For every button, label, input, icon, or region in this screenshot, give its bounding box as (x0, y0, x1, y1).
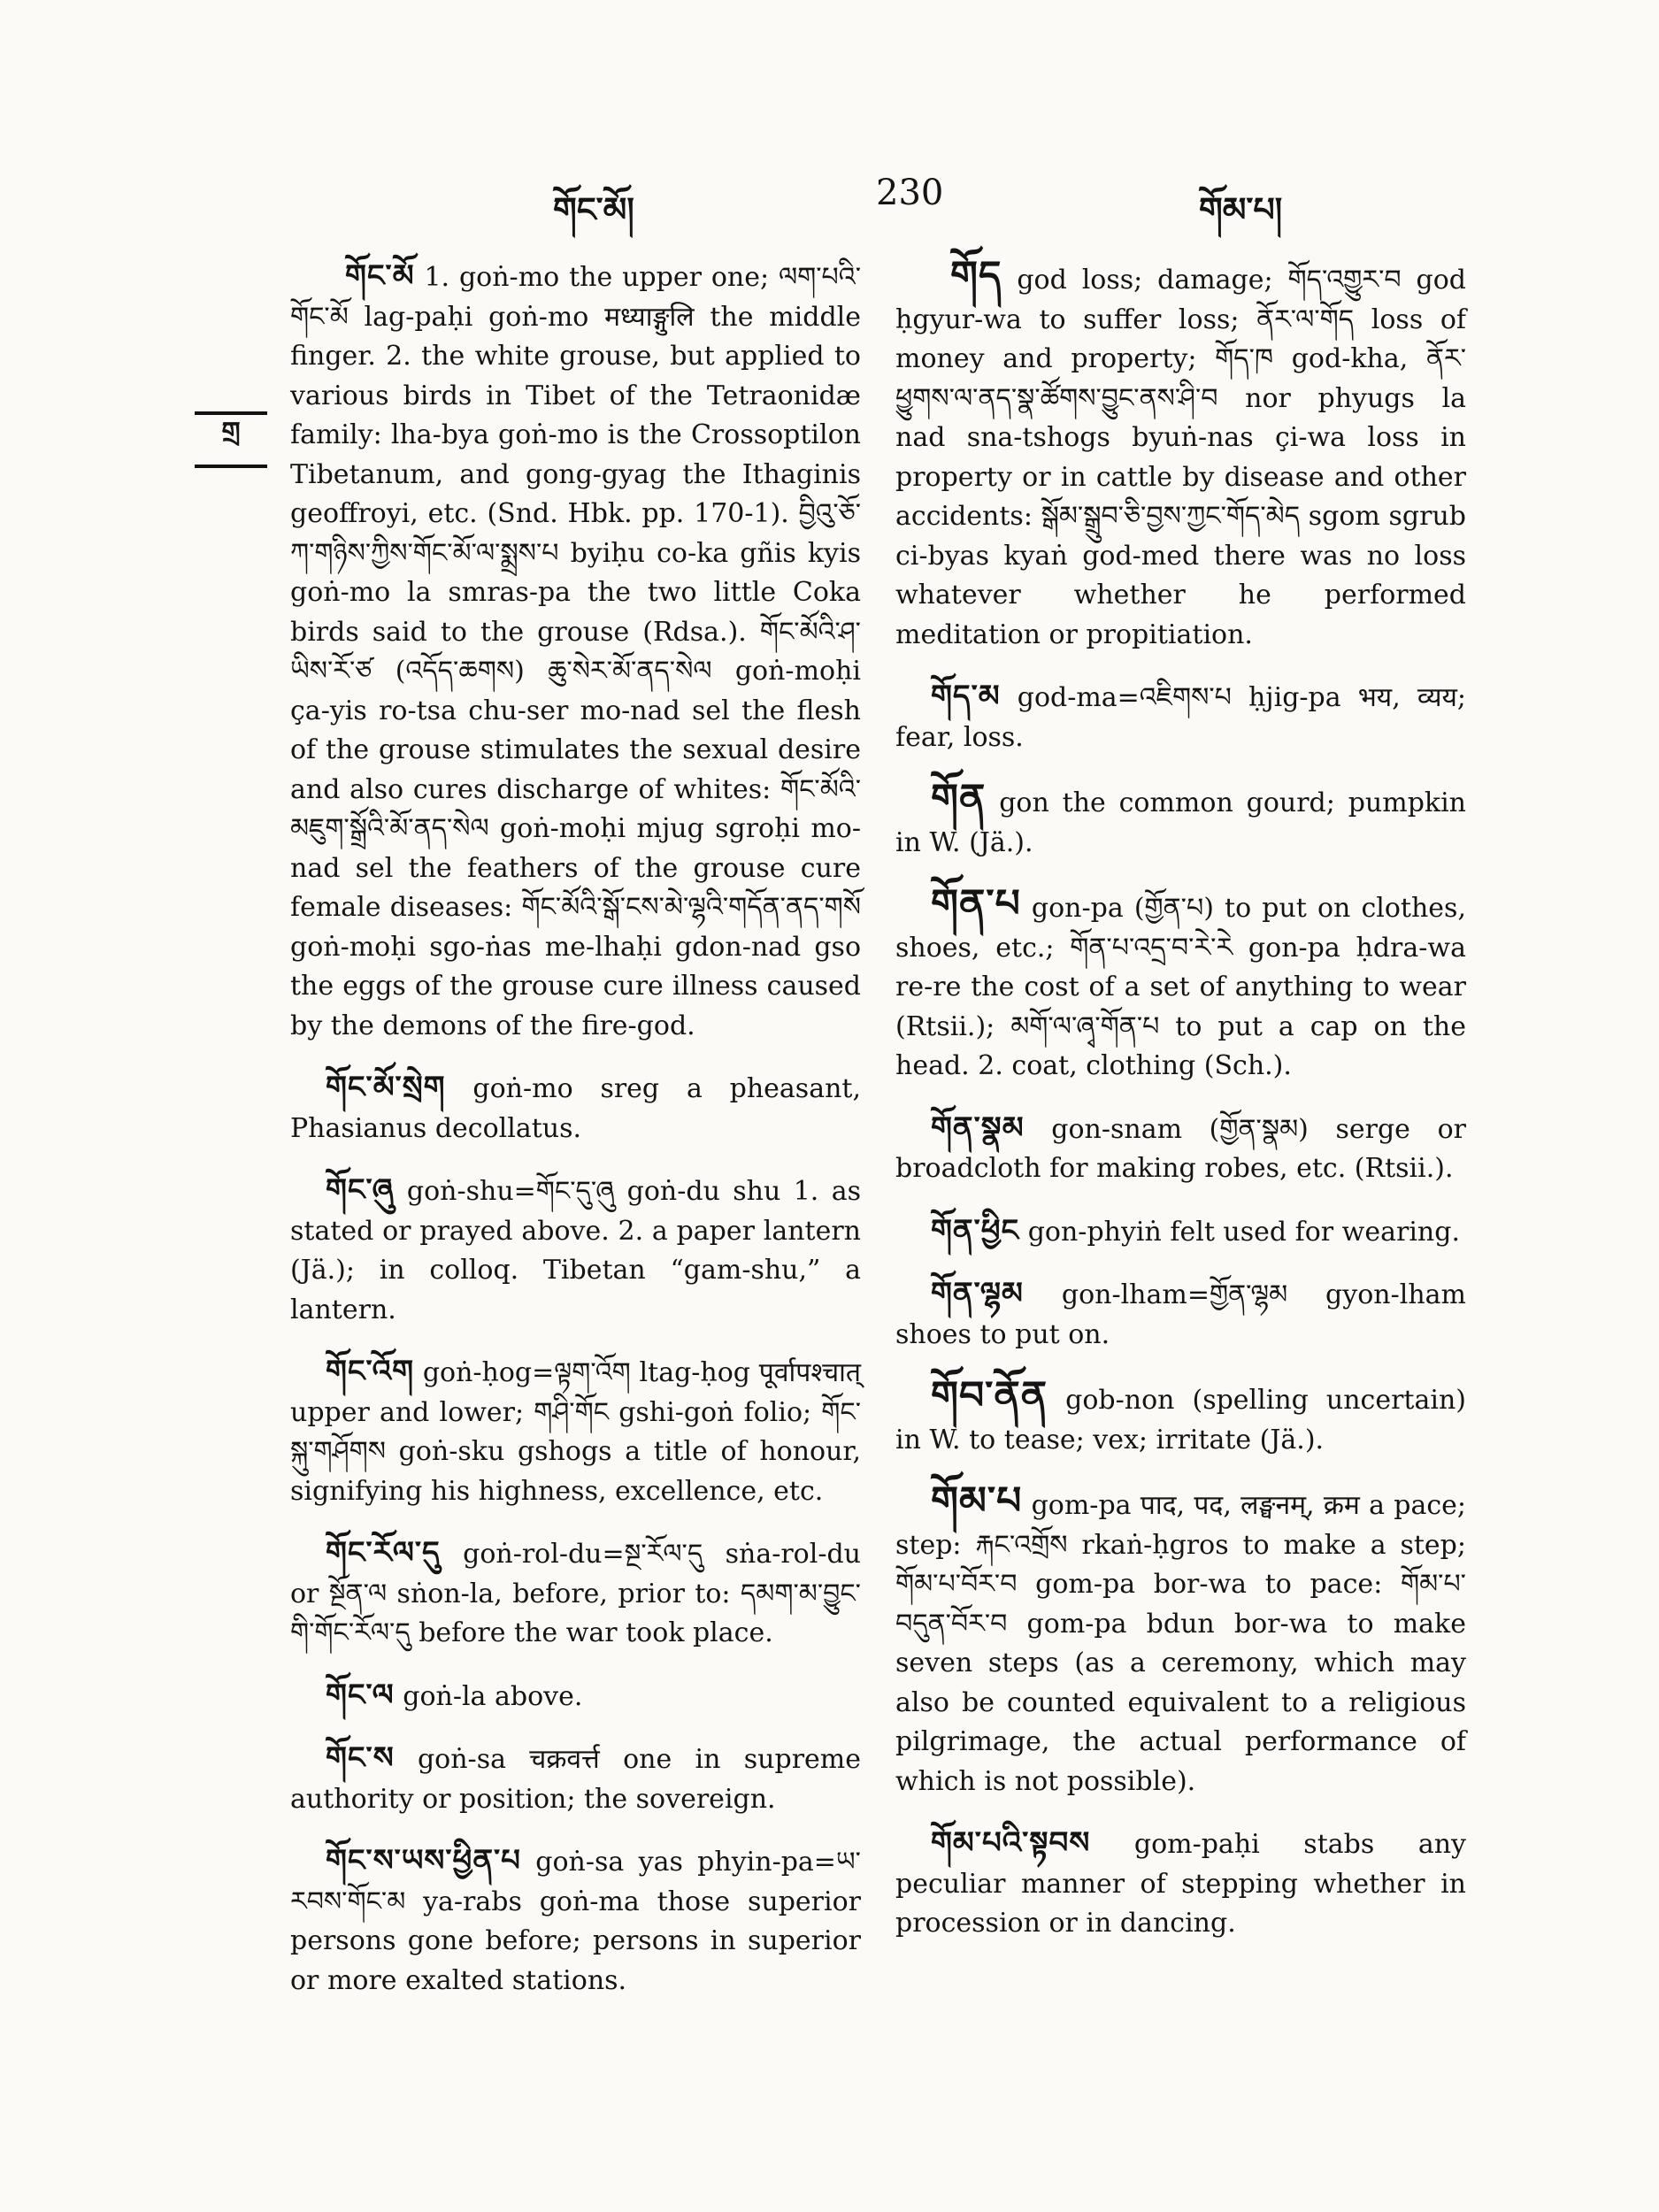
entry-text: gon-pa (གྱོན་པ) to put on clothes, shoes, etc.; གོན་པ་འདྲ་བ་རེ་རེ gon-pa ḥdra-wa re-re the cost of a set of anything to wear (Rtsii.); མགོ་ལ་ཞྭ་གོན་པ to put a cap on the head. 2. coat, clothing (Sch.). (895, 893, 1466, 1081)
dictionary-entry (290, 1171, 861, 1330)
entry-text: gob-non (spelling uncertain) in W. to tease; vex; irritate (Jä.). (895, 1385, 1466, 1455)
left-column (290, 257, 861, 2023)
entry-headword: གོད་མ (931, 679, 1001, 714)
dictionary-entry (895, 1211, 1466, 1253)
entry-headword: གོད (950, 253, 1002, 298)
entry-headword: གོན་པ (931, 881, 1021, 926)
entry-text: gom-pa पाद, पद, लङ्घनम्, क्रम a pace; step: རྐང་འགྲོས rkaṅ-ḥgros to make a step; གོམ་པ་བོར་བ gom-pa bor-wa to pace: གོམ་པ་བདུན་བོར་བ gom-pa bdun bor-wa to make seven steps (as a ceremony, which may also be counted equivalent to a religious pilgrimage, the actual performance of which is not possible). (895, 1490, 1466, 1797)
entry-text: goṅ-shu=གོང་དུ་ཞུ goṅ-du shu 1. as stated or prayed above. 2. a paper lantern (Jä.); in colloq. Tibetan “gam-shu,” a lantern. (290, 1176, 861, 1325)
dictionary-entry (895, 881, 1466, 1087)
dictionary-entry (290, 257, 861, 1046)
entry-text: gon the common gourd; pumpkin in W. (Jä.). (895, 787, 1466, 858)
dictionary-entry (895, 1373, 1466, 1460)
dictionary-entry (895, 776, 1466, 863)
thumb-index-tab (195, 411, 267, 468)
dictionary-entry (895, 1479, 1466, 1801)
entry-text: gom-paḥi stabs any peculiar manner of stepping whether in procession or in dancing. (895, 1829, 1466, 1939)
entry-headword: གོང་ཞུ (326, 1172, 395, 1208)
dictionary-entry (895, 1274, 1466, 1355)
entry-headword: གོམ་པ (931, 1479, 1023, 1524)
header-right-word: གོམ་པ། (1199, 189, 1283, 229)
dictionary-entry (290, 1676, 861, 1717)
page-number: 230 (876, 173, 944, 213)
dictionary-entry (290, 1841, 861, 2001)
entry-text: goṅ-mo sreg a pheasant, Phasianus decollatus. (290, 1073, 861, 1144)
entry-text: gon-snam (གྱོན་སྣམ) serge or broadcloth for making robes, etc. (Rtsii.). (895, 1113, 1466, 1184)
dictionary-entry (895, 1824, 1466, 1944)
entry-headword: གོང་ས (326, 1740, 395, 1776)
entry-headword: གོབ་ནོན (931, 1373, 1048, 1418)
entry-text: gon-lham=གྱོན་ལྷམ gyon-lham shoes to put on. (895, 1279, 1466, 1350)
entry-headword: གོམ་པའི་སྟབས (931, 1825, 1091, 1861)
thumb-index-letter: གྲ (221, 417, 241, 448)
entry-headword: གོན་ལྷམ (931, 1276, 1024, 1311)
entry-headword: གོང་མོ་སྲེག (326, 1070, 446, 1105)
entry-headword: གོང་ས་ཡས་ཕྱིན་པ (326, 1843, 521, 1878)
entry-headword: གོང་འོག (326, 1354, 415, 1389)
dictionary-entry (290, 1352, 861, 1511)
right-column (895, 253, 1466, 1966)
dictionary-entry (895, 1109, 1466, 1189)
dictionary-entry (895, 677, 1466, 757)
dictionary-entry (290, 1739, 861, 1819)
dictionary-entry (290, 1533, 861, 1654)
entry-headword: གོང་ལ (326, 1677, 395, 1713)
entry-headword: གོན་སྣམ (931, 1110, 1025, 1146)
entry-headword: གོང་མོ (345, 258, 415, 294)
running-header (0, 173, 1659, 229)
dictionary-entry (290, 1068, 861, 1148)
entry-headword: གོང་རོལ་དུ (326, 1535, 441, 1571)
entry-text: god-ma=འཇིགས་པ ḥjig-pa भय, व्यय; fear, loss. (895, 682, 1466, 753)
entry-text: gon-phyiṅ felt used for wearing. (1027, 1216, 1460, 1248)
entry-text: goṅ-rol-du=སྔ་རོལ་དུ sṅa-rol-du or སྔོན་ལ sṅon-la, before, prior to: དམག་མ་བྱུང་གི་གོང་རོལ་དུ before the war took place. (290, 1539, 861, 1648)
dictionary-entry (895, 253, 1466, 655)
entry-text: god loss; damage; གོད་འགྱུར་བ god ḥgyur-wa to suffer loss; ནོར་ལ་གོད loss of money and property; གོད་ཁ god-kha, ནོར་ཕྱུགས་ལ་ནད་སྣ་ཚོགས་བྱུང་ནས་ཤི་བ nor phyugs la nad sna-tshogs byuṅ-nas çi-wa loss in property or in cattle by disease and other accidents: སྒོམ་སྒྲུབ་ཅི་བྱས་ཀྱང་གོད་མེད sgom sgrub ci-byas kyaṅ god-med there was no loss whatever whether he performed meditation or propitiation. (895, 265, 1466, 650)
entry-headword: གོན་ཕྱིང (931, 1212, 1020, 1248)
header-left-word: གོང་མོ། (553, 189, 634, 229)
entry-text: goṅ-sa yas phyin-pa=ཡ་རབས་གོང་མ ya-rabs goṅ-ma those superior persons gone before; persons in superior or more exalted stations. (290, 1847, 861, 1996)
entry-text: 1. goṅ-mo the upper one; ལག་པའི་གོང་མོ lag-paḥi goṅ-mo मध्याङ्गुलि the middle finger. 2. the white grouse, but applied to various birds in Tibet of the Tetraonidæ family: lha-bya goṅ-mo is the Crossoptilon Tibetanum, and gong-gyag the Ithaginis geoffroyi, etc. (Snd. Hbk. pp. 170-1). བྱིའུ་ཅོ་ཀ་གཉིས་ཀྱིས་གོང་མོ་ལ་སྨྲས་པ byiḥu co-ka gñis kyis goṅ-mo la smras-pa the two little Coka birds said to the grouse (Rdsa.). གོང་མོའི་ཤ་ཡིས་རོ་ཙ (འདོད་ཆགས) ཆུ་སེར་མོ་ནད་སེལ goṅ-moḥi ça-yis ro-tsa chu-ser mo-nad sel the flesh of the grouse stimulates the sexual desire and also cures discharge of whites: གོང་མོའི་མཇུག་སྒྲོའི་མོ་ནད་སེལ goṅ-moḥi mjug sgroḥi mo-nad sel the feathers of the grouse cure female diseases: གོང་མོའི་སྒོ་ངས་མེ་ལྷའི་གདོན་ནད་གསོ goṅ-moḥi sgo-ṅas me-lhaḥi gdon-nad gso the eggs of the grouse cure illness caused by the demons of the fire-god. (290, 262, 861, 1041)
entry-text: goṅ-ḥog=ལྟག་འོག ltag-ḥog पूर्वापश्चात् upper and lower; གཤི་གོང gshi-goṅ folio; གོང་སྐུ་གཤོགས goṅ-sku gshogs a title of honour, signifying his highness, excellence, etc. (290, 1357, 861, 1507)
entry-headword: གོན (931, 776, 987, 821)
entry-text: goṅ-sa चक्रवर्त्त one in supreme authority or position; the sovereign. (290, 1744, 861, 1815)
entry-text: goṅ-la above. (403, 1680, 583, 1712)
